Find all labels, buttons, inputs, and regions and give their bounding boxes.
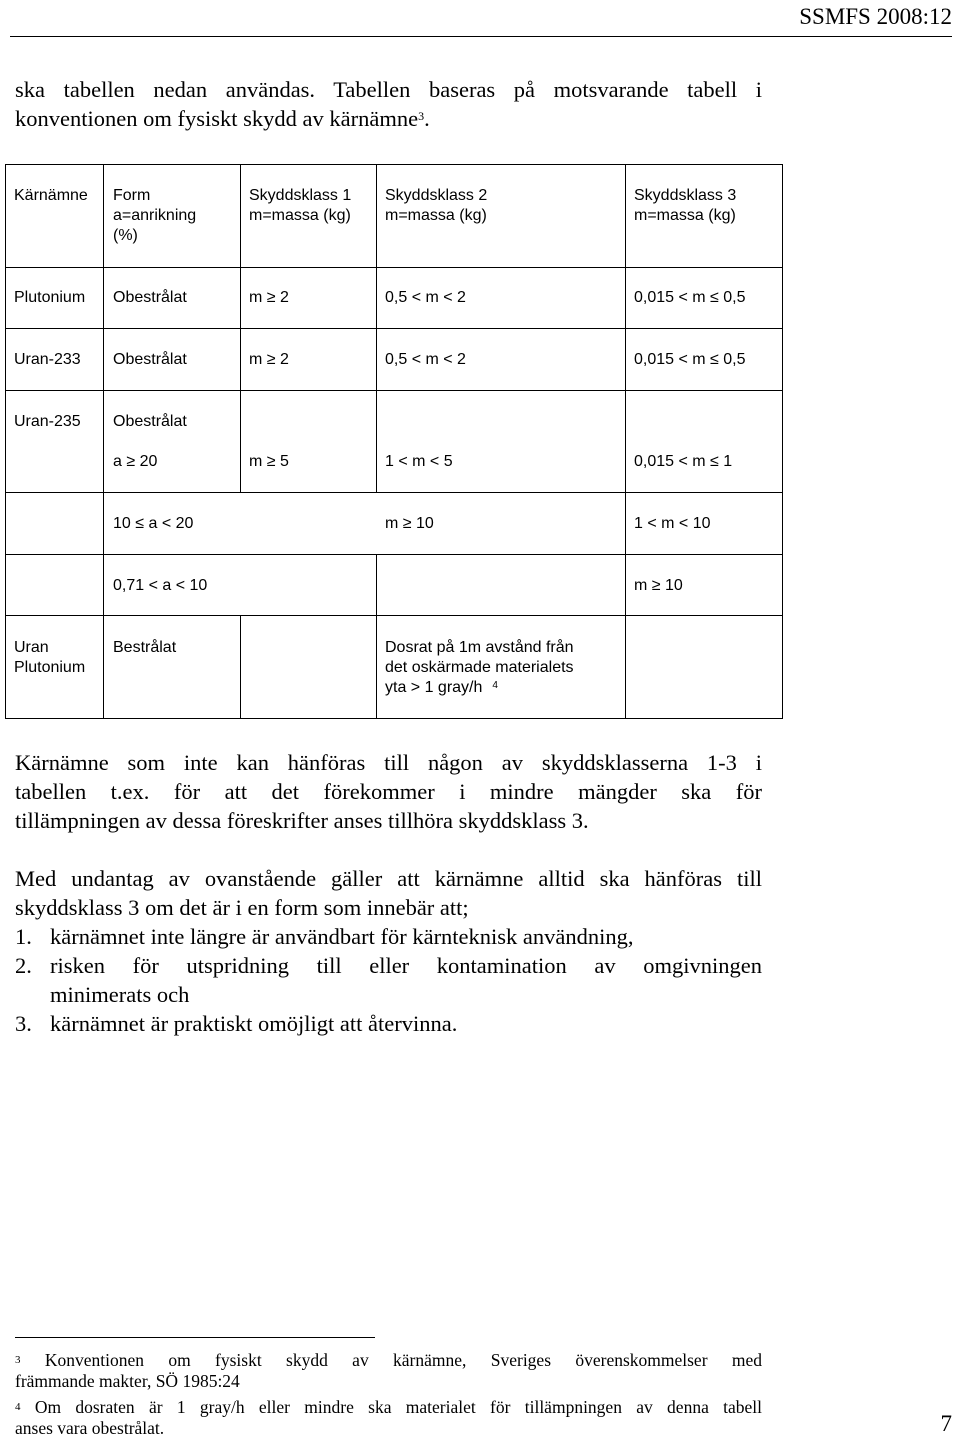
intro-line-2-end: .: [424, 106, 430, 131]
paragraph-exceptions: [15, 864, 762, 922]
paragraph-line: skyddsklass 3 om det är i en form som innebär att;: [15, 895, 469, 920]
footnote-separator: [15, 1337, 375, 1338]
cell-enrichment: 10 ≤ a < 20: [113, 515, 194, 532]
cell-class-3: 0,015 < m ≤ 0,5: [634, 351, 746, 368]
paragraph-small-quantities: [15, 748, 762, 835]
footnote-line: [15, 1397, 762, 1418]
table-border-left: [5, 164, 6, 719]
row-line: [5, 492, 783, 493]
col-line: [240, 615, 241, 719]
col-line: [240, 164, 241, 493]
row-line: [5, 267, 783, 268]
page-number: 7: [940, 1411, 952, 1436]
intro-line-2: [15, 104, 762, 133]
col-line: [376, 615, 377, 719]
list-item-line: minimerats och: [50, 982, 190, 1007]
list-item: [15, 922, 762, 951]
cell-class-3: 1 < m < 10: [634, 515, 711, 532]
cell-class-3: 0,015 < m ≤ 1: [634, 453, 733, 470]
footnote-3: [15, 1350, 762, 1392]
col-line: [376, 164, 377, 493]
list-item-number: 1.: [15, 924, 32, 949]
header-class-2: Skyddsklass 2 m=massa (kg): [385, 187, 488, 224]
list-item-text: kärnämnet inte längre är användbart för kärnteknisk användning,: [50, 924, 634, 949]
cell-class-3: 0,015 < m ≤ 0,5: [634, 289, 746, 306]
footnote-line: främmande makter, SÖ 1985:24: [15, 1371, 240, 1391]
cell-material-uran-plutonium: Uran Plutonium: [14, 639, 86, 676]
cell-material-plutonium: Plutonium: [14, 289, 86, 306]
intro-line-1: ska tabellen nedan användas. Tabellen baseras på motsvarande tabell i: [15, 77, 762, 102]
footnote-marker: 3: [15, 1354, 21, 1366]
table-border-right: [782, 164, 783, 719]
cell-dose-rate-text: Dosrat på 1m avstånd från det oskärmade materialets yta > 1 gray/h: [385, 639, 574, 696]
cell-enrichment: 0,71 < a < 10: [113, 577, 208, 594]
footnote-line: [15, 1350, 762, 1371]
list-item-number: 3.: [15, 1011, 32, 1036]
row-line: [5, 554, 783, 555]
intro-paragraph: [15, 75, 762, 133]
footnote-ref-3: 3: [418, 109, 425, 123]
cell-class-1: m ≥ 5: [249, 453, 289, 470]
cell-class-2: 0,5 < m < 2: [385, 351, 466, 368]
list-item: [15, 1009, 762, 1038]
list-item: [15, 951, 762, 1009]
footnote-marker: 4: [15, 1401, 21, 1413]
cell-class-2: m ≥ 10: [385, 515, 434, 532]
cell-form: Bestrålat: [113, 639, 177, 656]
header-class-3: Skyddsklass 3 m=massa (kg): [634, 187, 737, 224]
paragraph-line: tabellen t.ex. för att det förekommer i mindre mängder ska för: [15, 779, 762, 804]
col-line: [103, 164, 104, 719]
list-item-text: kärnämnet är praktiskt omöjligt att återvinna.: [50, 1011, 458, 1036]
list-item-text: [50, 951, 762, 1009]
table-border-bottom: [5, 718, 783, 719]
header-material: Kärnämne: [14, 187, 88, 204]
footnote-4: [15, 1397, 762, 1439]
cell-form: Obestrålat: [113, 351, 187, 368]
conditions-list: [15, 922, 762, 1038]
footnote-line: anses vara obestrålat.: [15, 1418, 165, 1438]
header-rule: [10, 36, 952, 37]
col-line: [376, 554, 377, 616]
paragraph-line: Kärnämne som inte kan hänföras till någon av skyddsklasserna 1-3 i: [15, 750, 762, 775]
cell-form: Obestrålat: [113, 413, 187, 430]
row-line: [5, 615, 783, 616]
paragraph-line: tillämpningen av dessa föreskrifter anses tillhöra skyddsklass 3.: [15, 808, 589, 833]
cell-dose-rate: [385, 638, 574, 698]
cell-class-1: m ≥ 2: [249, 351, 289, 368]
row-line: [5, 328, 783, 329]
paragraph-line: Med undantag av ovanstående gäller att kärnämne alltid ska hänföras till: [15, 866, 762, 891]
document-code: SSMFS 2008:12: [799, 4, 952, 29]
cell-class-2: 0,5 < m < 2: [385, 289, 466, 306]
header-class-1: Skyddsklass 1 m=massa (kg): [249, 187, 352, 224]
footnote-text: Om dosraten är 1 gray/h eller mindre ska materialet för tillämpningen av denna tabell: [34, 1397, 763, 1417]
list-item-line: risken för utspridning till eller kontamination av omgivningen: [50, 953, 762, 978]
cell-class-3: m ≥ 10: [634, 577, 683, 594]
cell-material-uran-235: Uran-235: [14, 413, 81, 430]
cell-class-1: m ≥ 2: [249, 289, 289, 306]
row-line: [5, 390, 783, 391]
cell-class-2: 1 < m < 5: [385, 453, 453, 470]
header-form: Form a=anrikning (%): [113, 187, 197, 244]
intro-line-2-text: konventionen om fysiskt skydd av kärnämne: [15, 106, 419, 131]
cell-material-uran-233: Uran-233: [14, 351, 81, 368]
footnote-ref-4: 4: [492, 680, 498, 691]
footnote-text: Konventionen om fysiskt skydd av kärnämne, Sveriges överenskommelser med: [44, 1350, 762, 1370]
cell-enrichment: a ≥ 20: [113, 453, 158, 470]
col-line: [625, 164, 626, 719]
cell-form: Obestrålat: [113, 289, 187, 306]
table-border-top: [5, 164, 783, 165]
list-item-number: 2.: [15, 953, 32, 978]
